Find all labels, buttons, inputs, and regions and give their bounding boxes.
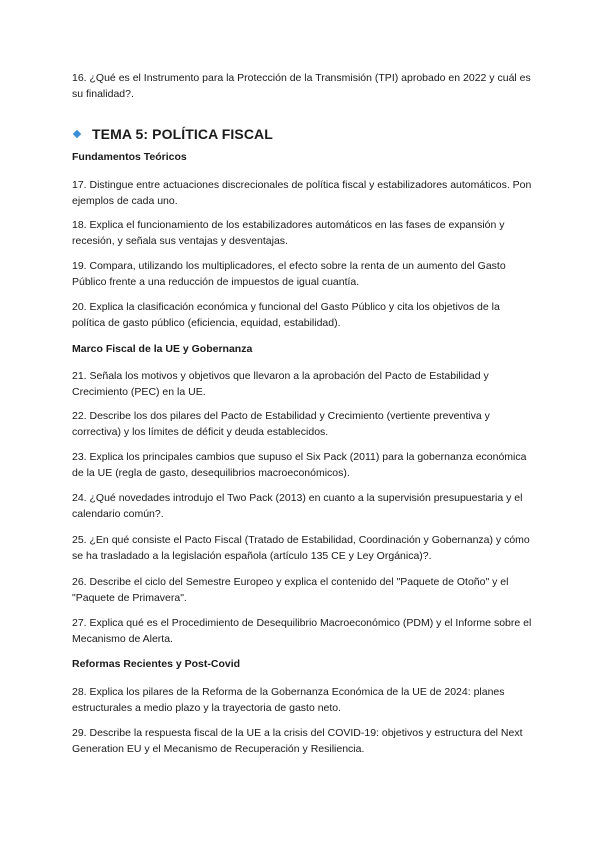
question-17: 17. Distingue entre actuaciones discrecionales de política fiscal y estabilizadores automáticos. Pon ejemplos de cada uno. [72,179,532,207]
question-16: 16. ¿Qué es el Instrumento para la Protección de la Transmisión (TPI) aprobado en 2022 y cuál es su finalidad?. [72,72,531,100]
question-20: 20. Explica la clasificación económica y funcional del Gasto Público y cita los objetivos de la política de gasto público (eficiencia, equidad, estabilidad). [72,301,500,329]
section-heading-marco: Marco Fiscal de la UE y Gobernanza [72,343,253,355]
question-29: 29. Describe la respuesta fiscal de la UE a la crisis del COVID-19: objetivos y estructura del Next Generation EU y el Mecanismo de Recuperación y Resiliencia. [72,727,523,755]
section-heading-reformas: Reformas Recientes y Post-Covid [72,658,241,670]
question-26: 26. Describe el ciclo del Semestre Europeo y explica el contenido del "Paquete de Otoño" y el "Paquete de Primavera". [72,576,509,604]
question-28: 28. Explica los pilares de la Reforma de la Gobernanza Económica de la UE de 2024: planes estructurales a medio plazo y la trayectoria de gasto neto. [72,686,505,714]
question-19: 19. Compara, utilizando los multiplicadores, el efecto sobre la renta de un aumento del Gasto Público frente a una reducción de impuestos de igual cuantía. [72,260,506,288]
question-23: 23. Explica los principales cambios que supuso el Six Pack (2011) para la gobernanza económica de la UE (regla de gasto, desequilibrios macroeconómicos). [72,451,527,479]
question-24: 24. ¿Qué novedades introdujo el Two Pack (2013) en cuanto a la supervisión presupuestaria y el calendario común?. [72,492,523,520]
topic-title: TEMA 5: POLÍTICA FISCAL [92,126,273,142]
question-18: 18. Explica el funcionamiento de los estabilizadores automáticos en las fases de expansión y recesión, y señala sus ventajas y desventajas. [72,219,505,247]
topic-heading [72,126,273,142]
diamond-bullet-icon [73,130,81,138]
question-25: 25. ¿En qué consiste el Pacto Fiscal (Tratado de Estabilidad, Coordinación y Gobernanza) y cómo se ha trasladado a la legislación española (artículo 135 CE y Ley Orgánica)?. [72,534,530,562]
question-22: 22. Describe los dos pilares del Pacto de Estabilidad y Crecimiento (vertiente preventiva y correctiva) y los límites de déficit y deuda establecidos. [72,410,490,438]
section-heading-fundamentos: Fundamentos Teóricos [72,151,187,163]
question-21: 21. Señala los motivos y objetivos que llevaron a la aprobación del Pacto de Estabilidad y Crecimiento (PEC) en la UE. [72,370,489,398]
question-27: 27. Explica qué es el Procedimiento de Desequilibrio Macroeconómico (PDM) y el Informe sobre el Mecanismo de Alerta. [72,617,532,645]
